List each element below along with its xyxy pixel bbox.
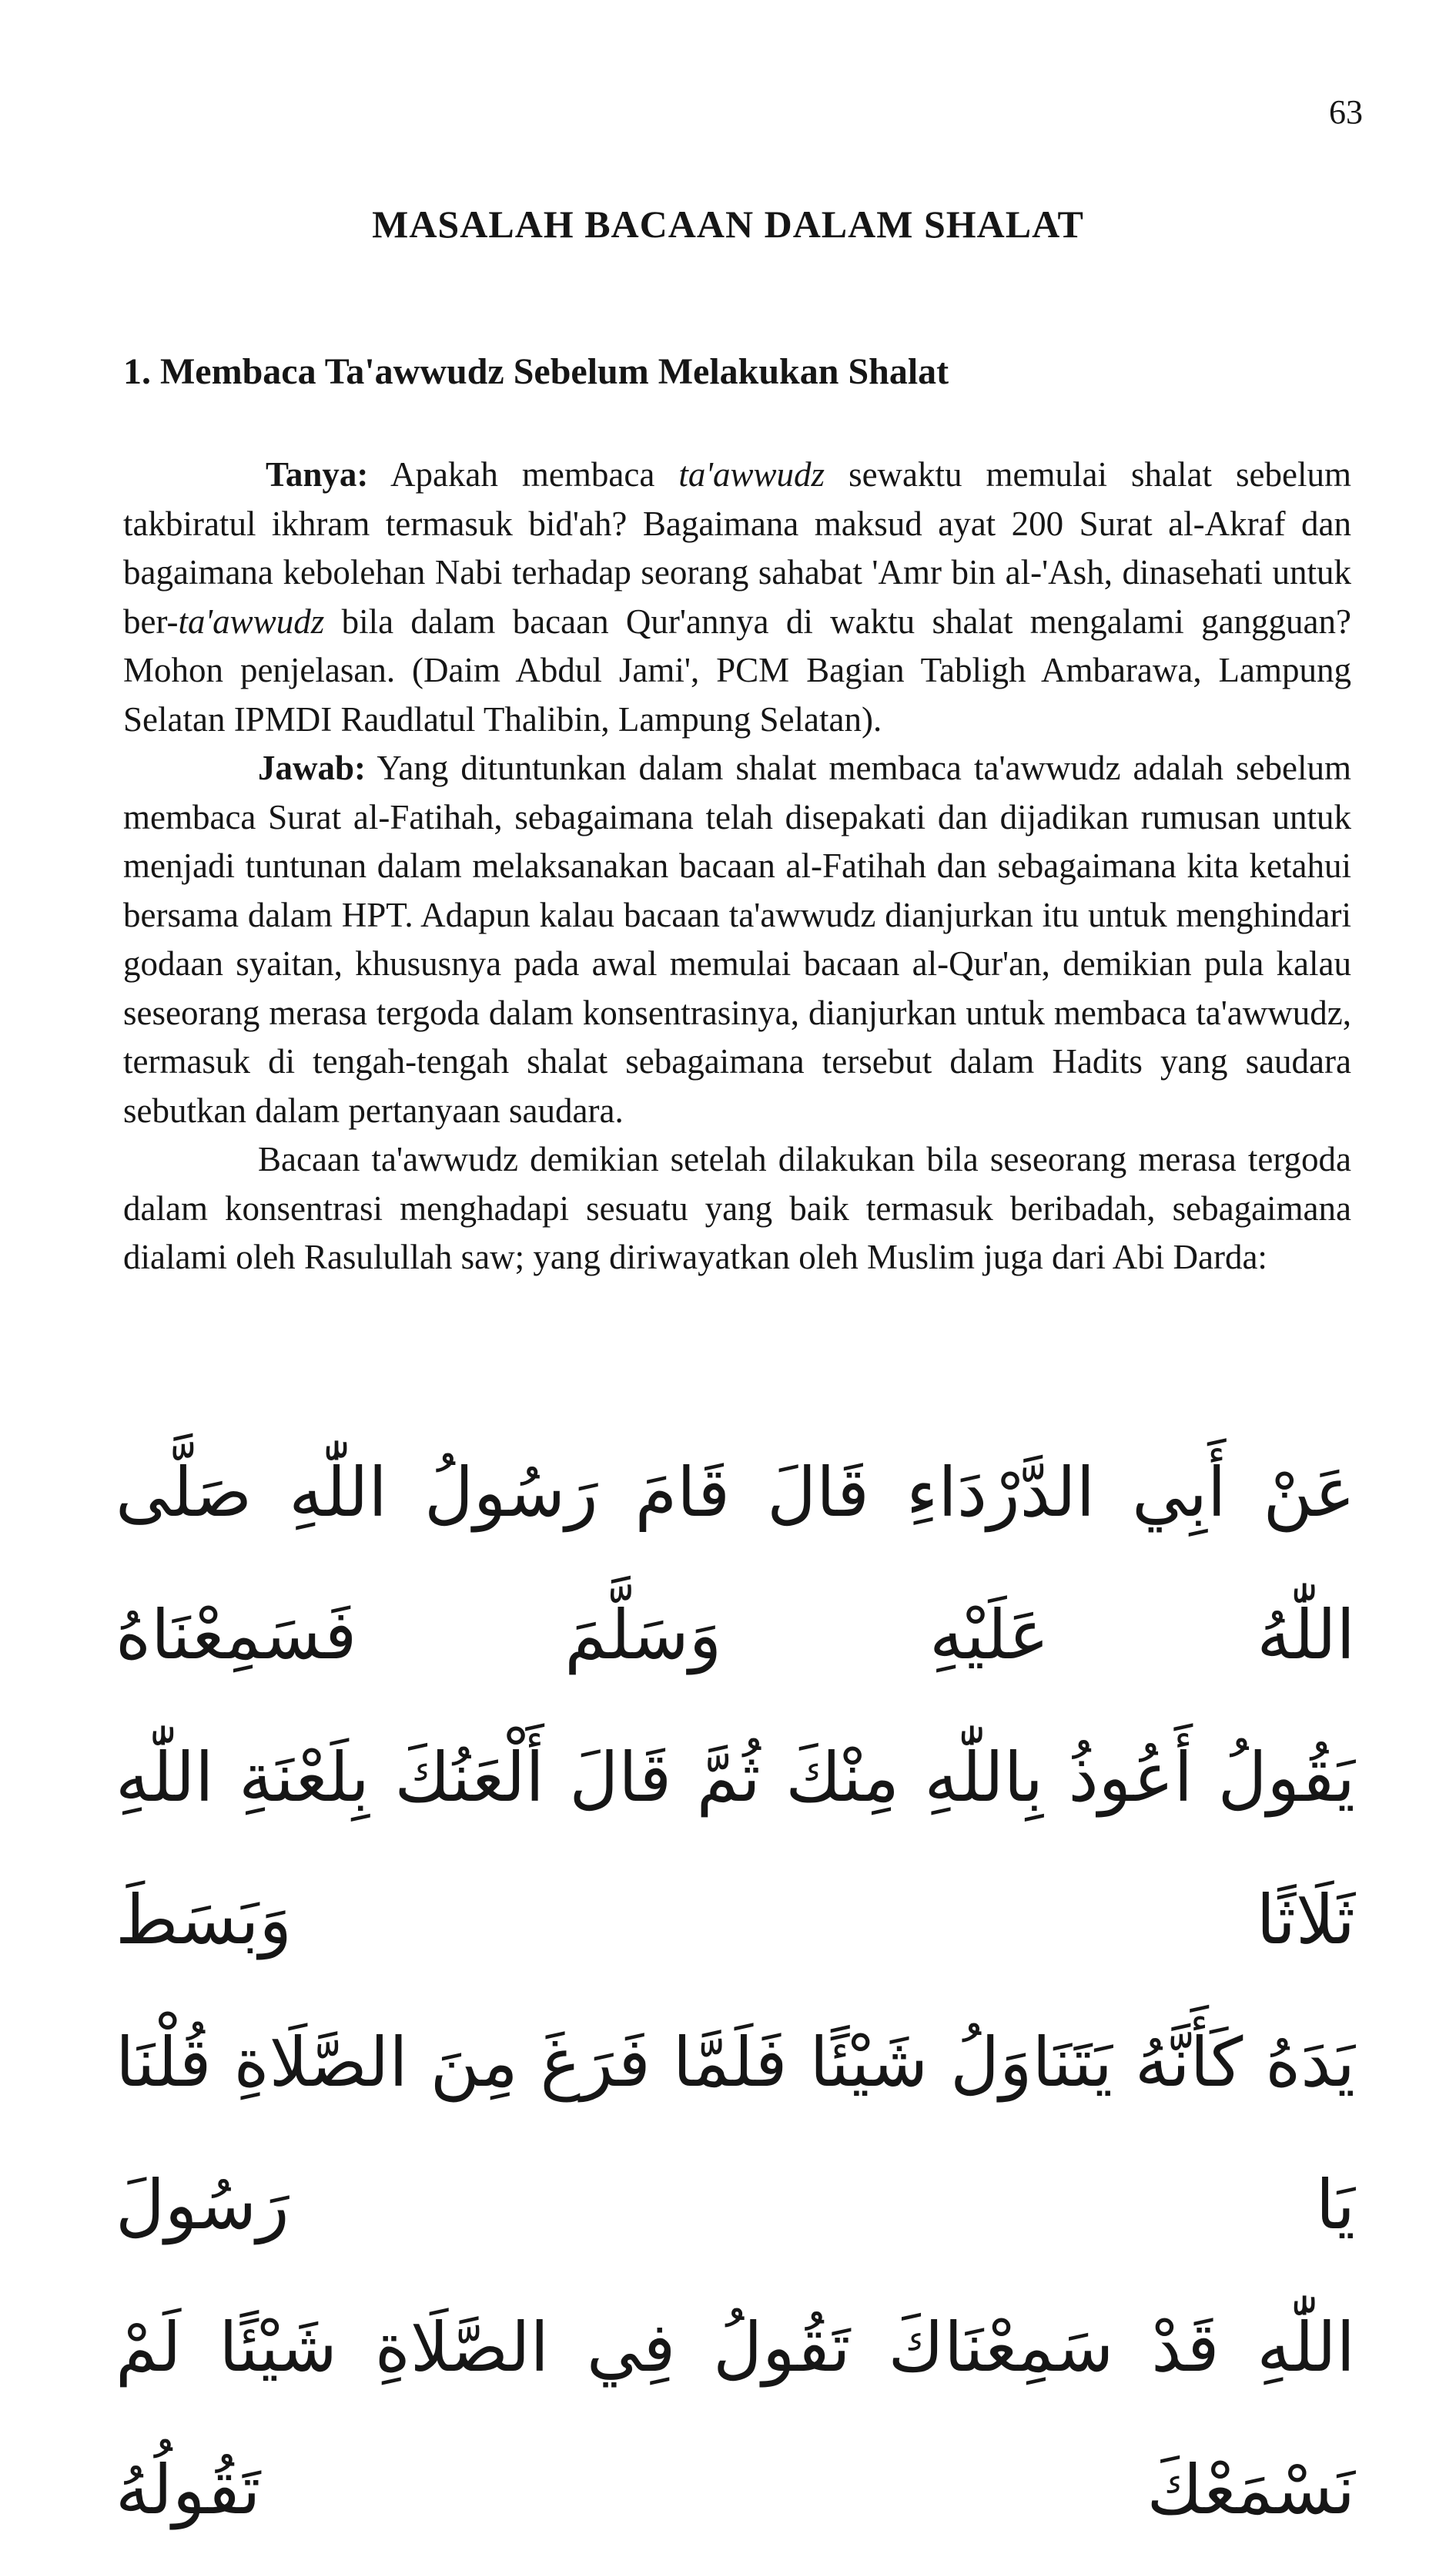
italic-term: ta'awwudz bbox=[678, 455, 825, 494]
answer-text-1: Yang dituntunkan dalam shalat membaca ta'awwudz adalah sebelum membaca Surat al-Fatihah, sebagaimana telah disepakati dan dijadikan rumusan untuk menjadi tuntunan dalam melaksanakan bacaan al-Fatihah dan sebagaimana kita ketahui bersama dalam HPT. Adapun kalau bacaan ta'awwudz dianjurkan itu untuk menghindari godaan syaitan, khususnya pada awal memulai bacaan al-Qur'an, demikian pula kalau seseorang merasa tergoda dalam konsentrasinya, dianjurkan untuk membaca ta'awwudz, termasuk di tengah-tengah shalat sebagaimana tersebut dalam Hadits yang saudara sebutkan dalam pertanyaan saudara. bbox=[123, 749, 1351, 1130]
question-label: Tanya: bbox=[266, 455, 369, 494]
question-paragraph bbox=[123, 451, 1351, 744]
answer-paragraph-2: Bacaan ta'awwudz demikian setelah dilakukan bila seseorang merasa tergoda dalam konsentrasi menghadapi sesuatu yang baik termasuk beribadah, sebagaimana dialami oleh Rasulullah saw; yang diriwayatkan oleh Muslim juga dari Abi Darda: bbox=[123, 1140, 1351, 1276]
answer-label: Jawab: bbox=[258, 749, 367, 787]
arabic-line: يَدَهُ كَأَنَّهُ يَتَنَاوَلُ شَيْئًا فَلَمَّا فَرَغَ مِنَ الصَّلَاةِ قُلْنَا يَا رَسُولَ bbox=[115, 2023, 1355, 2244]
question-text-3: bila dalam bacaan Qur'annya di waktu shalat mengalami gangguan? Mohon penjelasan. (Daim Abdul Jami', PCM Bagian Tabligh Ambarawa, Lampung Selatan IPMDI Raudlatul Thalibin, Lampung Selatan). bbox=[123, 602, 1351, 739]
section-heading: 1. Membaca Ta'awwudz Sebelum Melakukan Shalat bbox=[123, 351, 949, 392]
chapter-title: MASALAH BACAAN DALAM SHALAT bbox=[372, 203, 1084, 246]
arabic-hadith bbox=[115, 1421, 1355, 2561]
question-text-1: Apakah membaca bbox=[368, 455, 679, 494]
answer-paragraph bbox=[123, 744, 1351, 1135]
arabic-line: عَنْ أَبِي الدَّرْدَاءِ قَالَ قَامَ رَسُولُ اللّٰهِ صَلَّى اللّٰهُ عَلَيْهِ وَسَلَّمَ فَسَمِعْنَاهُ bbox=[115, 1453, 1355, 1674]
italic-term: ta'awwudz bbox=[178, 602, 325, 641]
arabic-line: اللّٰهِ قَدْ سَمِعْنَاكَ تَقُولُ فِي الصَّلَاةِ شَيْئًا لَمْ نَسْمَعْكَ تَقُولُهُ bbox=[115, 2308, 1355, 2529]
body-text bbox=[123, 451, 1351, 1282]
question-text-2: sewaktu memulai shalat sebelum takbiratul ikhram termasuk bid'ah? Bagaimana maksud ayat 200 Surat al-Akraf dan bagaimana kebolehan Nabi terhadap seorang sahabat 'Amr bin al-'Ash, dinasehati untuk ber- bbox=[123, 455, 1351, 641]
arabic-line: يَقُولُ أَعُوذُ بِاللّٰهِ مِنْكَ ثُمَّ قَالَ أَلْعَنُكَ بِلَعْنَةِ اللّٰهِ ثَلَاثًا وَبَسَطَ bbox=[115, 1738, 1355, 1959]
page-number: 63 bbox=[1329, 93, 1363, 131]
